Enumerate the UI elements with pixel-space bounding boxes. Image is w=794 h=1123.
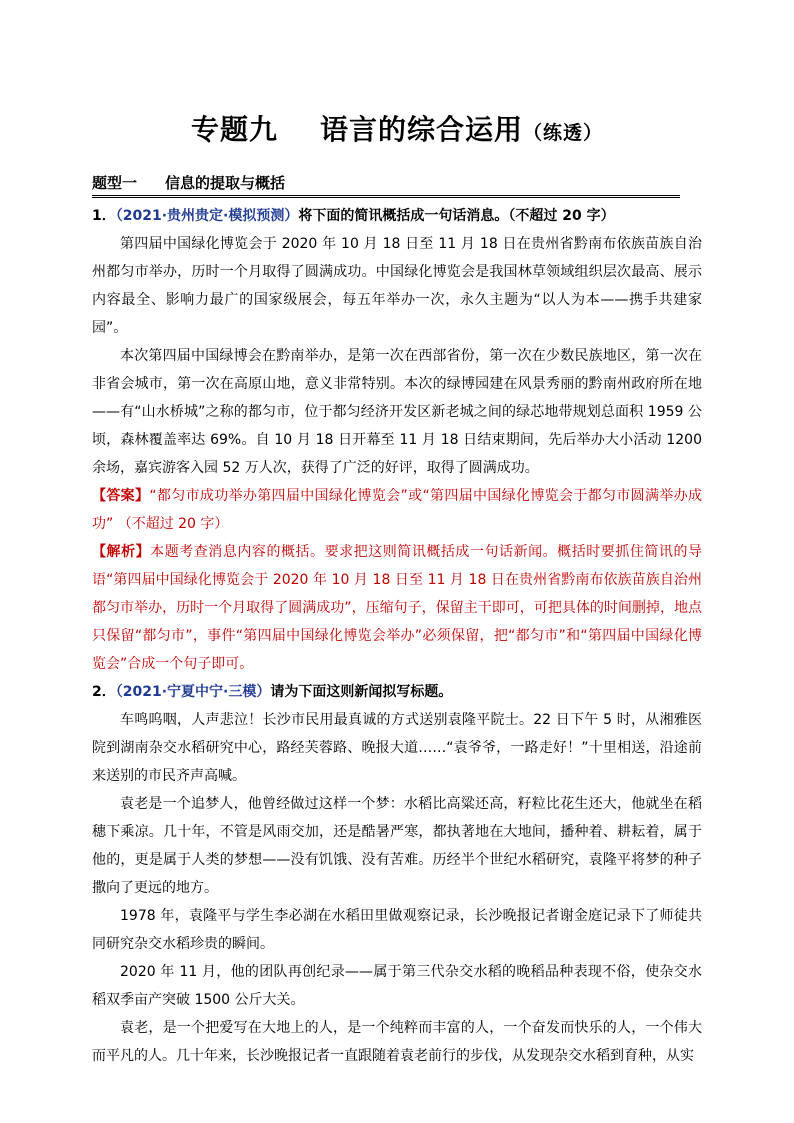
section-label: 题型一	[92, 174, 138, 192]
question-2-header	[92, 678, 702, 706]
question-2-paragraph-2: 袁老是一个追梦人，他曾经做过这样一个梦：水稻比高粱还高，籽粒比花生还大，他就坐在稻穗下乘凉。几十年，不管是风雨交加，还是酷暑严寒，都执著地在大地间，播种着、耕耘着，属于他的，更是属于人类的梦想——没有饥饿、没有苦难。历经半个世纪水稻研究，袁隆平将梦的种子撒向了更远的地方。	[92, 796, 702, 896]
analysis-text: 本题考查消息内容的概括。要求把这则简讯概括成一句话新闻。概括时要抓住简讯的导语“第四届中国绿化博览会于 2020 年 10 月 18 日至 11 月 18 日在贵州省黔南布依族苗族自治州都匀市举办，历时一个月取得了圆满成功”，压缩句子，保留主干即可，可把具体的时间删掉，地点只保留“都匀市”，事件“第四届中国绿化博览会举办”必须保留，把“都匀市”和“第四届中国绿化博览会”合成一个句子即可。	[92, 544, 703, 672]
answer-text: “都匀市成功举办第四届中国绿化博览会”或“第四届中国绿化博览会于都匀市圆满举办成功” （不超过 20 字）	[92, 488, 702, 532]
question-1-paragraph-2: 本次第四届中国绿博会在黔南举办，是第一次在西部省份，第一次在少数民族地区，第一次在非省会城市，第一次在高原山地，意义非常特别。本次的绿博园建在风景秀丽的黔南州政府所在地——有“山水桥城”之称的都匀市，位于都匀经济开发区新老城之间的绿芯地带规划总面积 1959 公顷，森林覆盖率达 69%。自 10 月 18 日开幕至 11 月 18 日结束期间，先后举办大小活动 1200 余场，嘉宾游客入园 52 万人次，获得了广泛的好评，取得了圆满成功。	[92, 348, 702, 476]
section-heading	[92, 172, 680, 198]
question-1-prompt: 将下面的简讯概括成一句话消息。（不超过 20 字）	[298, 208, 615, 224]
question-2-source: （2021·宁夏中宁·三模）	[115, 684, 271, 700]
question-1-analysis	[92, 538, 702, 678]
question-content	[92, 202, 702, 1070]
page-title	[0, 108, 794, 148]
question-1-source: （2021·贵州贵定·模拟预测）	[115, 208, 299, 224]
question-2-paragraph-5: 袁老，是一个把爱写在大地上的人，是一个纯粹而丰富的人，一个奋发而快乐的人，一个伟大而平凡的人。几十年来，长沙晚报记者一直跟随着袁老前行的步伐，从发现杂交水稻到育种，从实	[92, 1020, 702, 1064]
question-1-answer	[92, 482, 702, 538]
title-sub: （练透）	[523, 122, 604, 144]
analysis-tag: 【解析】	[92, 544, 151, 560]
question-1-paragraph-1: 第四届中国绿化博览会于 2020 年 10 月 18 日至 11 月 18 日在贵州省黔南布依族苗族自治州都匀市举办，历时一个月取得了圆满成功。中国绿化博览会是我国林草领域组织层次最高、展示内容最全、影响力最广的国家级展会，每五年举办一次，永久主题为“以人为本——携手共建家园”。	[92, 236, 702, 336]
question-2-paragraph-3: 1978 年，袁隆平与学生李必湖在水稻田里做观察记录，长沙晚报记者谢金庭记录下了师徒共同研究杂交水稻珍贵的瞬间。	[92, 908, 702, 952]
question-2-prompt: 请为下面这则新闻拟写标题。	[270, 684, 453, 700]
question-2-number: 2．	[92, 684, 116, 700]
question-1-number: 1．	[92, 208, 116, 224]
question-2-paragraph-1: 车鸣呜咽，人声悲泣！长沙市民用最真诚的方式送别袁隆平院士。22 日下午 5 时，从湘雅医院到湖南杂交水稻研究中心，路经芙蓉路、晚报大道……“袁爷爷，一路走好！”十里相送，沿途前来送别的市民齐声高喊。	[92, 712, 702, 784]
answer-tag: 【答案】	[92, 488, 150, 504]
title-main-1: 专题九	[190, 113, 278, 146]
question-2-paragraph-4: 2020 年 11 月，他的团队再创纪录——属于第三代杂交水稻的晚稻品种表现不俗，使杂交水稻双季亩产突破 1500 公斤大关。	[92, 964, 702, 1008]
title-main-2: 语言的综合运用	[319, 113, 523, 146]
section-name: 信息的提取与概括	[165, 174, 286, 192]
question-1-header	[92, 202, 702, 230]
